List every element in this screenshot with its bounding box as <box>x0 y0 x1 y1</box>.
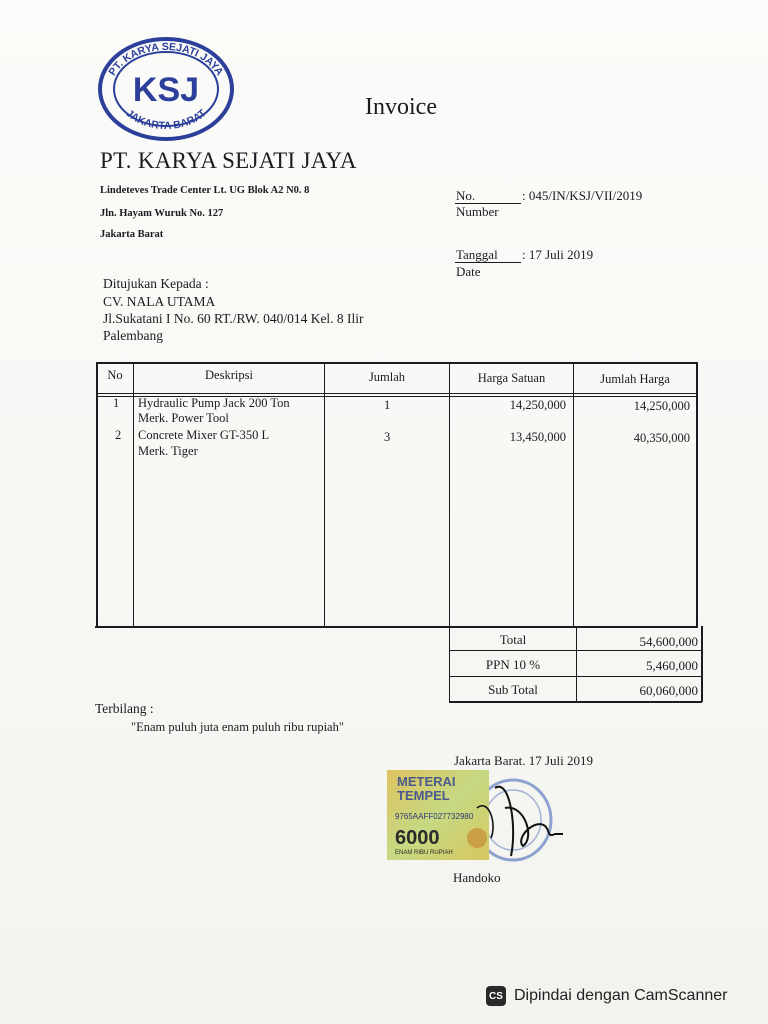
row-no: 2 <box>115 428 122 442</box>
stamp-top-text: METERAI <box>397 774 456 789</box>
recipient-heading: Ditujukan Kepada : <box>103 276 209 291</box>
document-title: Invoice <box>365 94 437 120</box>
company-name: PT. KARYA SEJATI JAYA <box>100 148 357 173</box>
recipient-city: Palembang <box>103 328 163 343</box>
number-sublabel: Number <box>456 204 499 219</box>
scanner-text: Dipindai dengan CamScanner <box>514 987 728 1004</box>
camscanner-icon: CS <box>486 986 506 1006</box>
company-address-line-1: Lindeteves Trade Center Lt. UG Blok A2 N0. 8 <box>100 185 310 196</box>
invoice-date: : 17 Juli 2019 <box>522 247 594 262</box>
invoice-number: : 045/IN/KSJ/VII/2019 <box>522 188 643 203</box>
scanner-watermark <box>472 977 768 1015</box>
row-line-total: 14,250,000 <box>633 399 690 413</box>
row-qty: 3 <box>384 430 391 444</box>
row-description-brand: Merk. Power Tool <box>138 411 229 425</box>
terbilang-label: Terbilang : <box>95 701 154 716</box>
row-unit-price: 13,450,000 <box>509 430 566 444</box>
total-label: Total <box>499 632 527 647</box>
subtotal-label: Sub Total <box>488 682 538 697</box>
row-description: Hydraulic Pump Jack 200 Ton <box>138 396 290 410</box>
ppn-value: 5,460,000 <box>646 658 698 673</box>
ppn-label: PPN 10 % <box>485 657 541 672</box>
stamp-top-text-2: TEMPEL <box>397 788 450 803</box>
signer-name: Handoko <box>453 870 501 885</box>
col-header-no: No <box>107 368 123 382</box>
row-description: Concrete Mixer GT-350 L <box>138 428 270 442</box>
recipient-name: CV. NALA UTAMA <box>103 294 216 309</box>
col-header-description: Deskripsi <box>205 368 253 382</box>
stamp-value: 6000 <box>395 827 440 849</box>
company-address-line-2: Jln. Hayam Wuruk No. 127 <box>100 208 224 219</box>
logo-ring-bottom: JAKARTA BARAT <box>123 107 209 133</box>
row-unit-price: 14,250,000 <box>509 398 566 412</box>
revenue-stamp <box>385 768 565 868</box>
recipient-address: Jl.Sukatani I No. 60 RT./RW. 040/014 Kel. 8 Ilir <box>103 311 364 326</box>
signature-place-date: Jakarta Barat. 17 Juli 2019 <box>454 753 593 768</box>
logo-text: KSJ <box>132 71 200 109</box>
col-header-qty: Jumlah <box>368 370 406 384</box>
date-underline <box>455 262 521 263</box>
company-address-line-3: Jakarta Barat <box>100 229 164 240</box>
date-label: Tanggal <box>456 247 498 262</box>
logo-ring-top: PT. KARYA SEJATI JAYA <box>106 40 226 78</box>
stamp-code: 9765AAFF027732980 <box>395 812 474 821</box>
subtotal-value: 60,060,000 <box>639 683 698 698</box>
total-value: 54,600,000 <box>639 634 698 649</box>
stamp-words: ENAM RIBU RUPIAH <box>395 850 453 856</box>
company-logo <box>96 34 236 144</box>
date-sublabel: Date <box>456 264 481 279</box>
svg-text:JAKARTA BARAT <box>124 107 209 132</box>
col-header-line-total: Jumlah Harga <box>600 372 670 386</box>
row-no: 1 <box>113 396 120 410</box>
row-description-brand: Merk. Tiger <box>138 444 198 458</box>
row-line-total: 40,350,000 <box>633 431 690 445</box>
row-qty: 1 <box>384 398 391 412</box>
terbilang-text: "Enam puluh juta enam puluh ribu rupiah" <box>131 720 344 734</box>
col-header-unit-price: Harga Satuan <box>477 371 546 385</box>
number-label: No. <box>456 188 476 203</box>
